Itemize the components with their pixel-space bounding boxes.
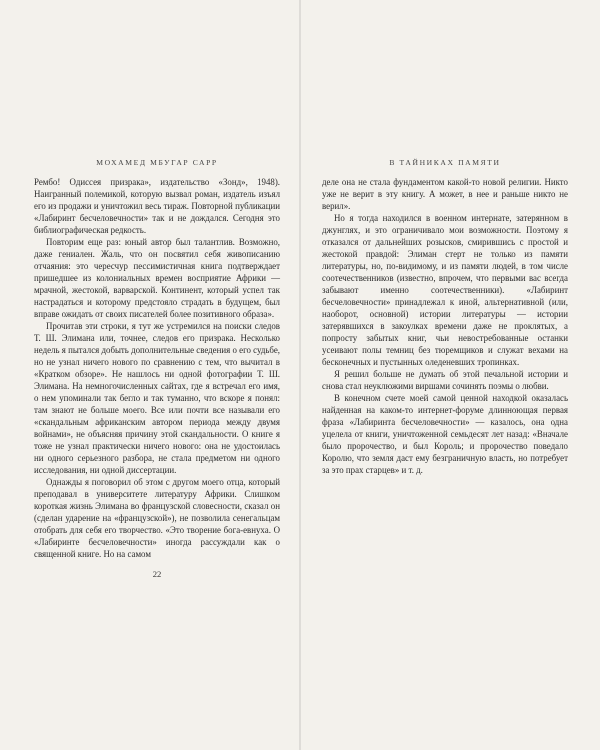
- paragraph: деле она не стала фундаментом какой-то новой религии. Никто уже не верит в эту книгу. А может, в нее и раньше никто не верил».: [322, 177, 568, 211]
- paragraph: В конечном счете моей самой ценной находкой оказалась найденная на каком-то интернет-форуме длинноющая первая фраза «Лабиринта бесчеловечности» — казалось, она одна уцелела от книги, уничтоженной семьдесят лет назад: «Вначале было пророчество, и был Король; и пророчество поведало Королю, что земля даст ему безграничную власть, но потребует за это прах старцев» и т. д.: [322, 393, 568, 475]
- paragraph: Рембо! Одиссея призрака», издательство «Зонд», 1948). Наигранный полемикой, которую вызвал роман, издатель изъял его из продажи и уничтожил весь тираж. Повторной публикации «Лабиринт бесчеловечности» так и не дождался. Сегодня это библиографическая редкость.: [34, 177, 280, 235]
- paragraph: Прочитав эти строки, я тут же устремился на поиски следов Т. Ш. Элимана или, точнее, следов его призрака. Несколько недель я пытался добыть дополнительные сведения о его судьбе, но не узнал ничего нового по сравнению с тем, что вычитал в «Кратком обзоре». Не нашлось ни одной фотографии Т. Ш. Элимана. На немногочисленных сайтах, где я встречал его имя, о нем упоминали так бегло и так туманно, что вскоре я понял: там знают не больше моего. Все или почти все называли его «скандальным африканским автором периода между двумя войнами», не объясняя причину этой скандальности. О книге я тоже не узнал практически ничего нового: она не удостоилась ни одного серьезного разбора, не стала предметом ни одного исследования, ни одной диссертации.: [34, 321, 280, 475]
- paragraph: Повторим еще раз: юный автор был талантлив. Возможно, даже гениален. Жаль, что он посвятил себя живописанию отчаяния: это чересчур пессимистичная книга подтверждает пришедшее из колониальных времен восприятие Африки — мрачной, жестокой, варварской. Континент, который успел так настрадаться и которому предстояло страдать в будущем, был вправе ожидать от своих писателей более позитивного образа».: [34, 237, 280, 319]
- paragraph: Я решил больше не думать об этой печальной истории и снова стал неуклюжими виршами сочинять поэмы о любви.: [322, 369, 568, 391]
- page-number: 22: [152, 569, 162, 579]
- right-running-head: В ТАЙНИКАХ ПАМЯТИ: [389, 158, 501, 167]
- left-page-text: [34, 176, 280, 560]
- left-running-head: МОХАМЕД МБУГАР САРР: [96, 158, 218, 167]
- paragraph: Но я тогда находился в военном интернате, затерянном в джунглях, и это ограничивало мои возможности. Поэтому я отказался от дальнейших розысков, смирившись с простой и жестокой правдой: Элиман стерт не только из памяти литературы, но, по-видимому, и из памяти людей, в том числе соотечественников (известно, впрочем, что первыми вас всегда забывают именно соотечественники). «Лабиринт бесчеловечности» принадлежал к иной, альтернативной (или, наоборот, основной) истории литературы — истории затерявшихся в закоулках времени даже не проклятых, а попросту забытых книг, чьи невостребованные останки усеивают полы темниц без тюремщиков и служат вехами на бесконечных и пустынных оледеневших тропинках.: [322, 213, 568, 367]
- right-page-text: [322, 176, 568, 476]
- paragraph: Однажды я поговорил об этом с другом моего отца, который преподавал в университете литературу Африки. Слишком короткая жизнь Элимана во французской словесности, сказал он (сделан ударение на «французской»), не позволила сенегальцам отобрать для себя его творчество. «Это творение бога-евнуха. О «Лабиринте бесчеловечности» иногда рассуждали как о священной книге. Но на самом: [34, 477, 280, 559]
- book-gutter: [299, 0, 301, 750]
